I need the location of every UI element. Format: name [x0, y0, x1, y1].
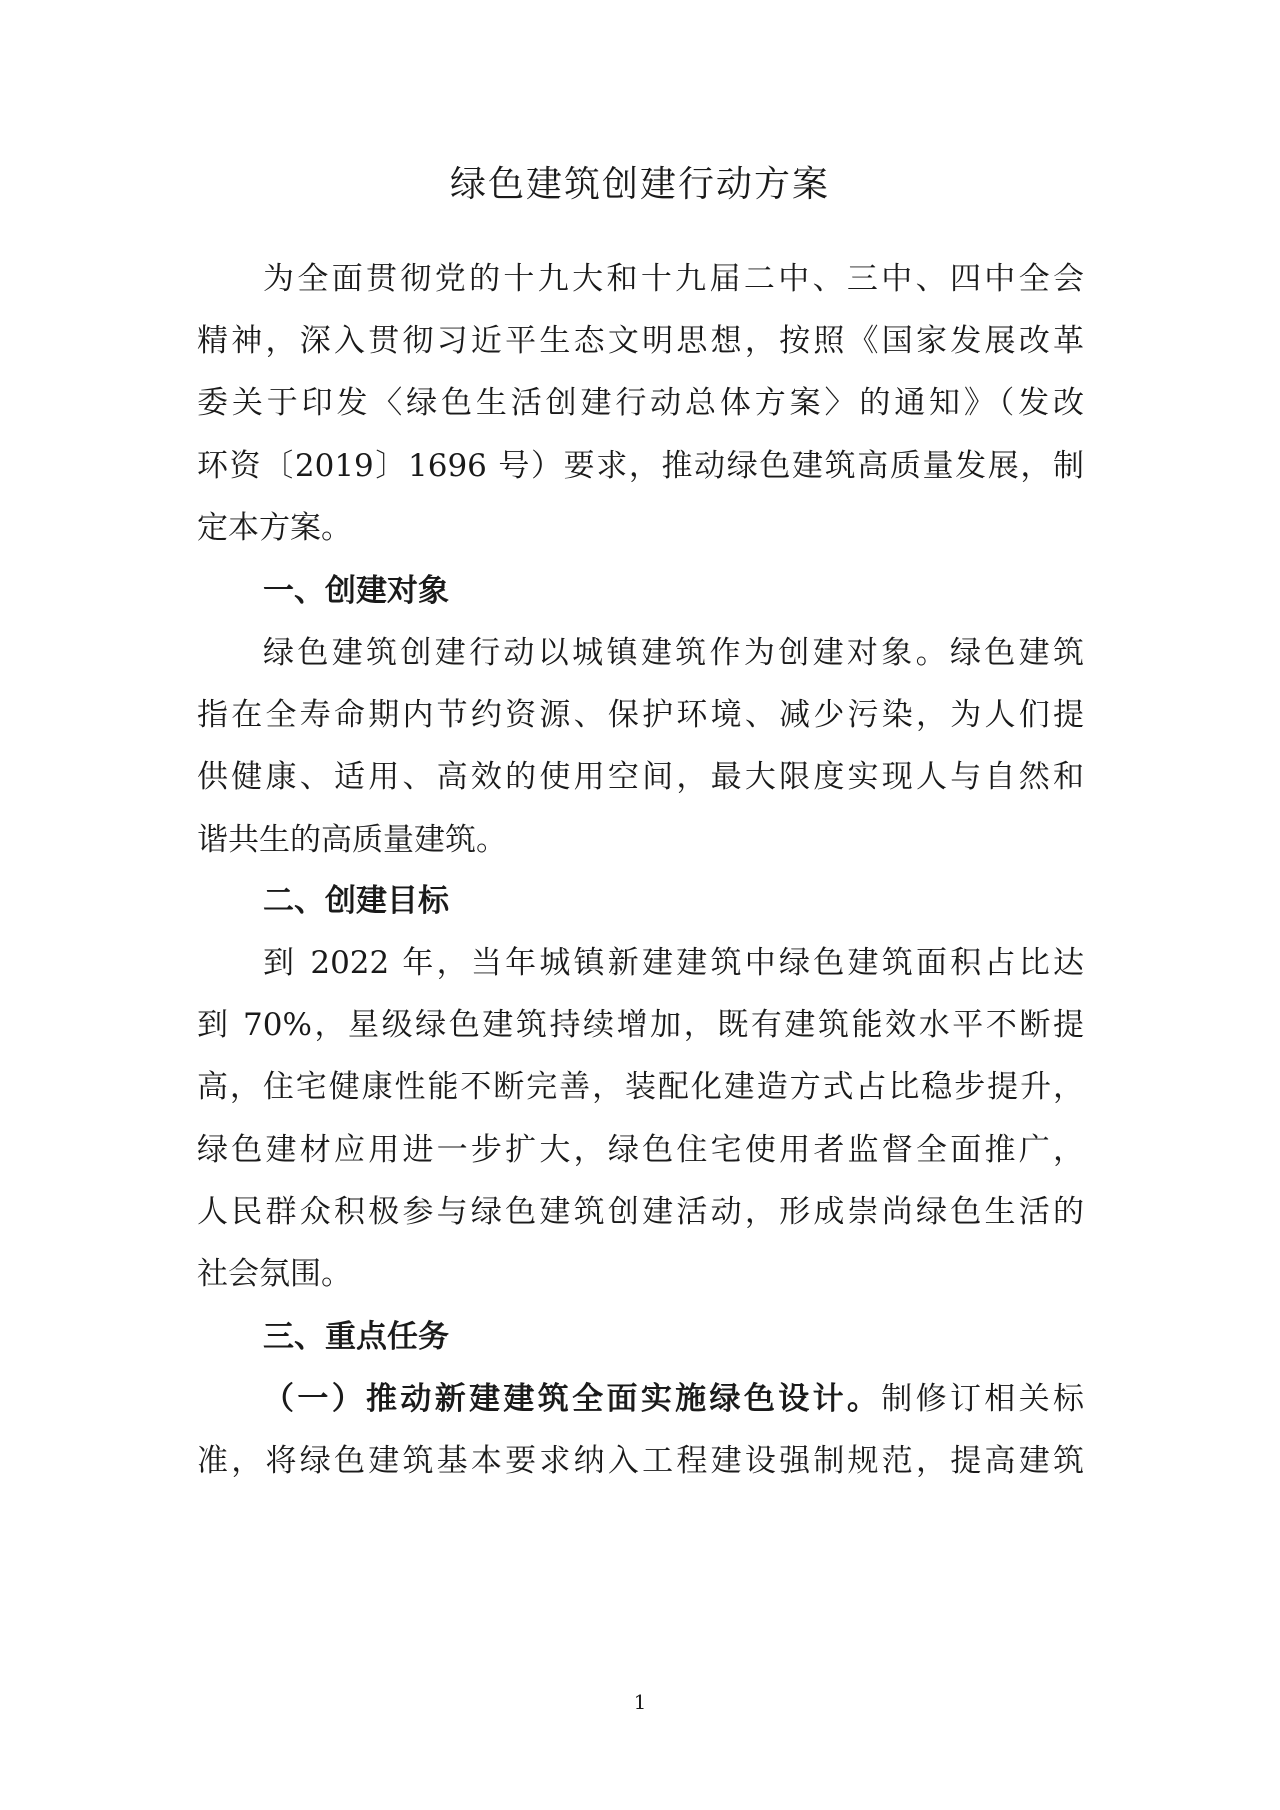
document-title: 绿色建筑创建行动方案 — [449, 164, 830, 205]
section-2-line: 人民群众积极参与绿色建筑创建活动，形成崇尚绿色生活的 — [197, 1193, 1084, 1230]
section-2-line: 高，住宅健康性能不断完善，装配化建造方式占比稳步提升， — [197, 1069, 1084, 1106]
preamble-line: 为全面贯彻党的十九大和十九届二中、三中、四中全会 — [263, 261, 1084, 297]
page-number: 1 — [633, 1690, 647, 1714]
preamble-paragraph — [197, 248, 1084, 559]
section-heading-1: 一、创建对象 — [263, 573, 449, 609]
section-2-paragraph — [197, 932, 1084, 1305]
subsection-lead: （一）推动新建建筑全面实施绿色设计。 — [263, 1381, 882, 1417]
section-2-line: 社会氛围。 — [197, 1256, 352, 1293]
section-1-line: 谐共生的高质量建筑。 — [197, 821, 507, 858]
section-1-line: 指在全寿命期内节约资源、保护环境、减少污染，为人们提 — [197, 697, 1084, 734]
section-3-paragraph — [197, 1368, 1084, 1492]
section-2-line: 绿色建材应用进一步扩大，绿色住宅使用者监督全面推广， — [197, 1131, 1084, 1168]
subsection-first-line-rest: 制修订相关标 — [881, 1381, 1085, 1417]
section-2-line: 到 70%，星级绿色建筑持续增加，既有建筑能效水平不断提 — [197, 1007, 1084, 1044]
section-heading-3: 三、重点任务 — [263, 1319, 449, 1355]
preamble-line: 定本方案。 — [197, 509, 352, 546]
section-1-line: 供健康、适用、高效的使用空间，最大限度实现人与自然和 — [197, 759, 1084, 796]
section-2-line: 到 2022 年，当年城镇新建建筑中绿色建筑面积占比达 — [263, 945, 1084, 981]
preamble-line: 环资〔2019〕1696 号）要求，推动绿色建筑高质量发展，制 — [197, 447, 1084, 484]
preamble-line: 委关于印发〈绿色生活创建行动总体方案〉的通知》（发改 — [197, 385, 1084, 422]
section-heading-2: 二、创建目标 — [263, 883, 449, 919]
subsection-first-line — [197, 1368, 1084, 1430]
section-1-line: 绿色建筑创建行动以城镇建筑作为创建对象。绿色建筑 — [263, 635, 1084, 671]
preamble-line: 精神，深入贯彻习近平生态文明思想，按照《国家发展改革 — [197, 323, 1084, 360]
subsection-line: 准，将绿色建筑基本要求纳入工程建设强制规范，提高建筑 — [197, 1443, 1084, 1480]
section-1-paragraph — [197, 622, 1084, 871]
